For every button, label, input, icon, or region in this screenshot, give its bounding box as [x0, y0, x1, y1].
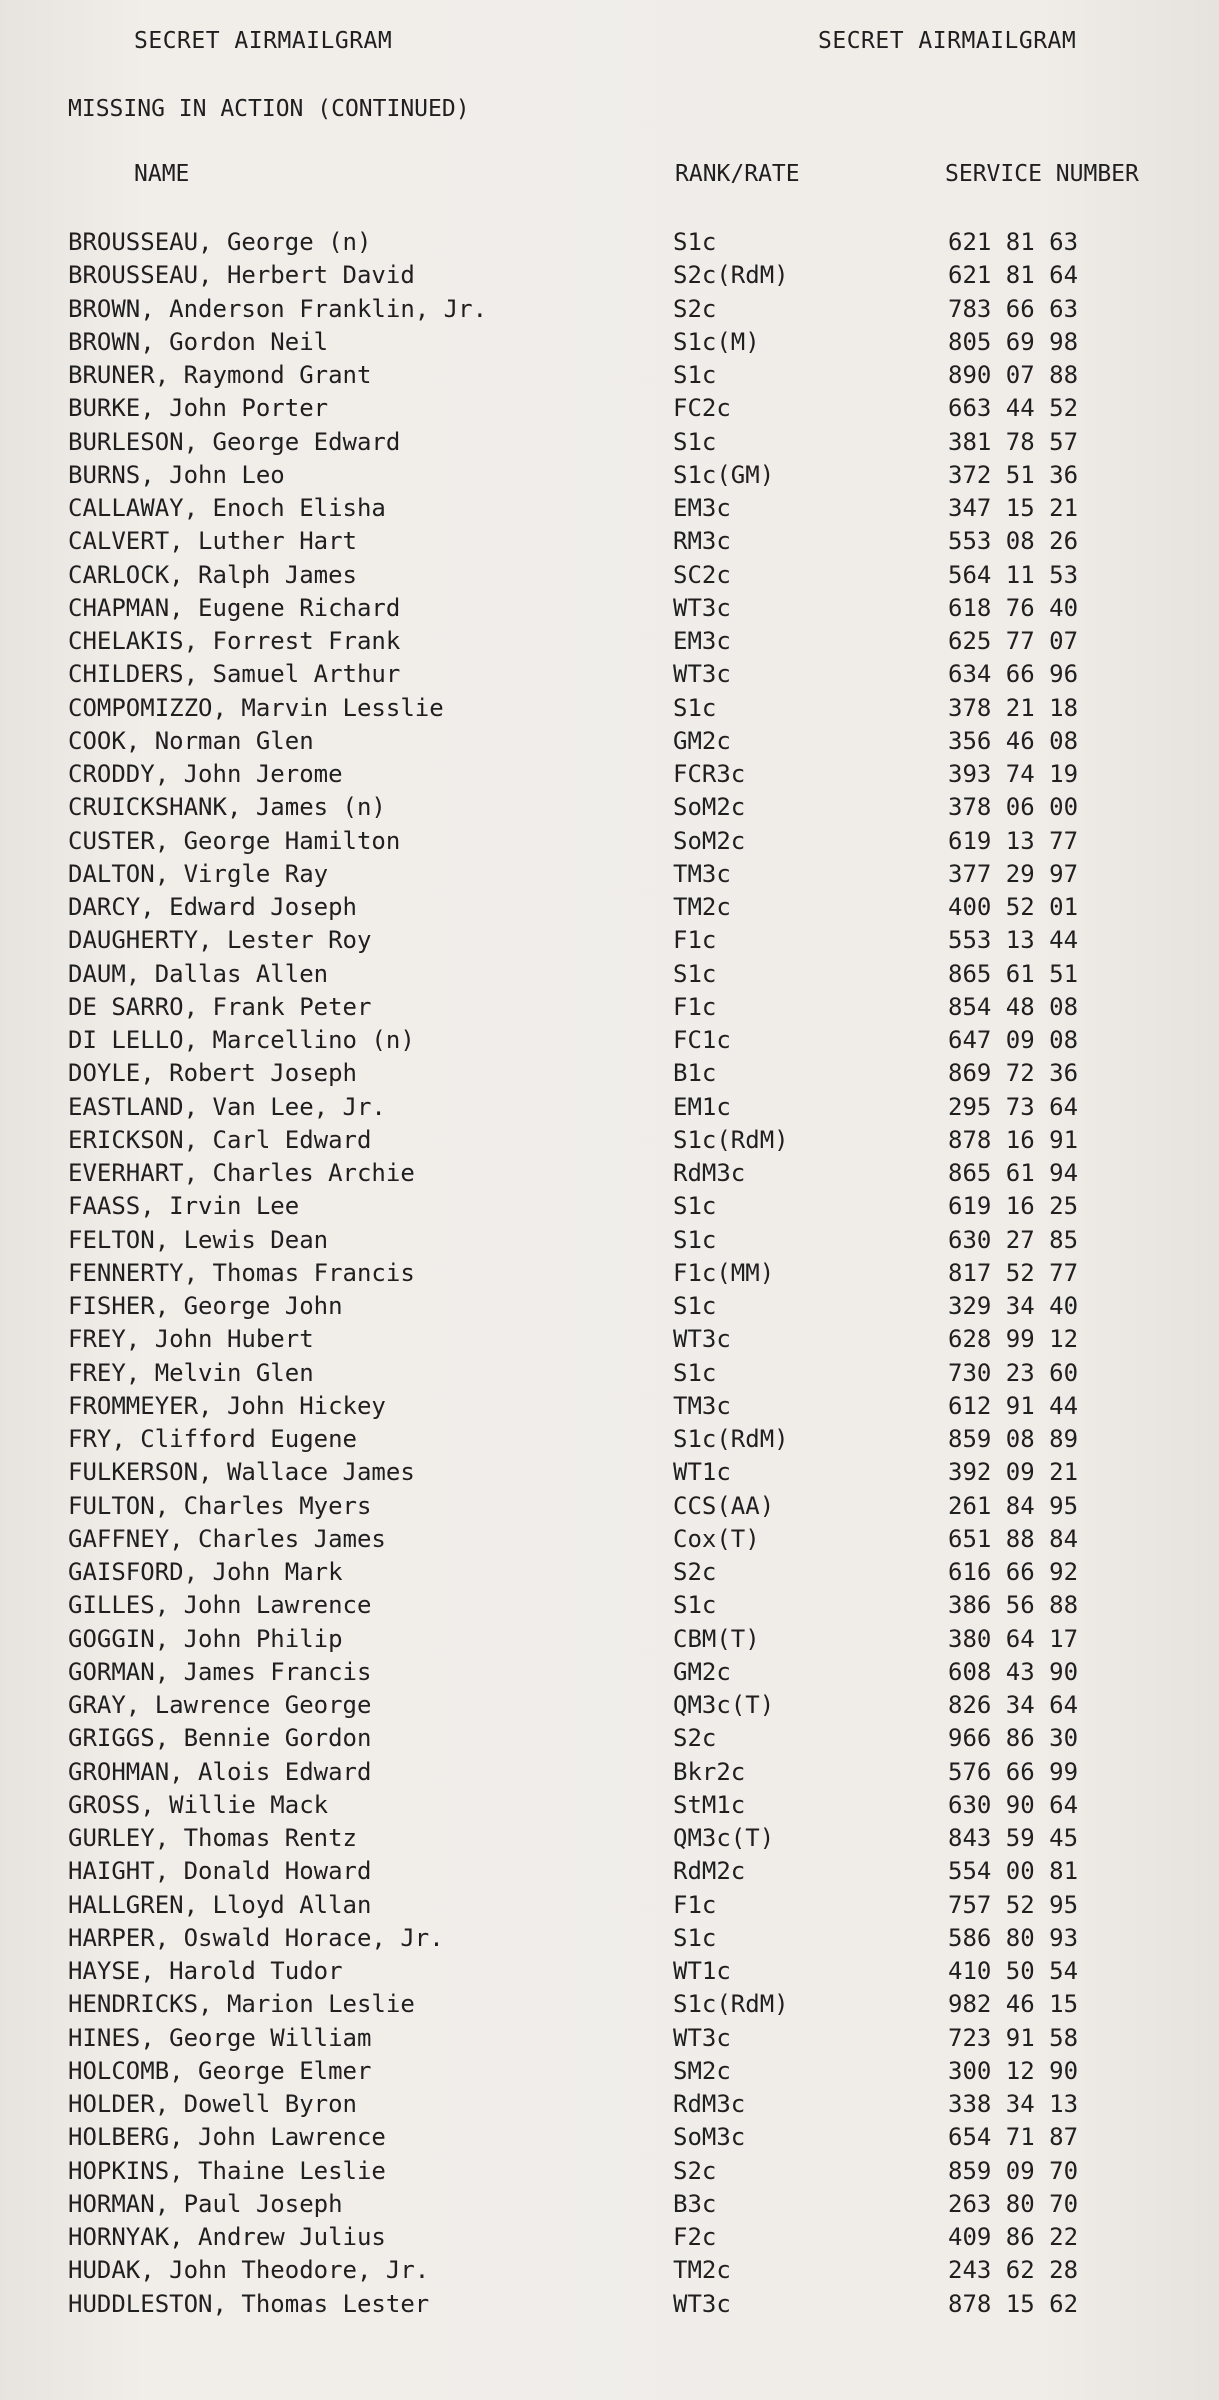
- table-row: [68, 561, 1188, 594]
- table-row: [68, 1159, 1188, 1192]
- person-name: GROHMAN, Alois Edward: [68, 1757, 372, 1786]
- rank-rate: S1c: [673, 1358, 717, 1387]
- service-number: 859 08 89: [948, 1425, 1079, 1453]
- person-name: BURKE, John Porter: [68, 394, 329, 423]
- table-row: [68, 1425, 1188, 1458]
- table-row: [68, 2123, 1188, 2156]
- person-name: GROSS, Willie Mack: [68, 1790, 329, 1819]
- table-row: [68, 727, 1188, 760]
- rank-rate: F1c: [673, 1890, 717, 1919]
- person-name: FROMMEYER, John Hickey: [68, 1391, 386, 1420]
- person-name: HOLDER, Dowell Byron: [68, 2090, 357, 2118]
- table-row: [68, 1924, 1188, 1957]
- rank-rate: QM3c(T): [673, 1824, 775, 1852]
- table-row: [68, 827, 1188, 860]
- rank-rate: S1c(M): [673, 327, 760, 356]
- service-number: 263 80 70: [948, 2189, 1079, 2218]
- rank-rate: SoM3c: [673, 2123, 746, 2152]
- service-number: 378 06 00: [948, 793, 1079, 822]
- classification-header-left: SECRET AIRMAILGRAM: [134, 28, 393, 54]
- table-row: [68, 2223, 1188, 2256]
- table-row: [68, 394, 1188, 427]
- rank-rate: S2c: [673, 294, 717, 323]
- table-row: [68, 1325, 1188, 1358]
- person-name: HENDRICKS, Marion Leslie: [68, 1990, 415, 2019]
- rank-rate: TM3c: [673, 1391, 731, 1420]
- person-name: DAUGHERTY, Lester Roy: [68, 926, 372, 955]
- table-row: [68, 1625, 1188, 1658]
- service-number: 723 91 58: [948, 2023, 1079, 2052]
- table-row: [68, 594, 1188, 627]
- person-name: BRUNER, Raymond Grant: [68, 361, 372, 389]
- service-number: 381 78 57: [948, 427, 1079, 456]
- service-number: 356 46 08: [948, 726, 1079, 755]
- rank-rate: FC1c: [673, 1026, 731, 1054]
- table-row: [68, 2057, 1188, 2090]
- rank-rate: FCR3c: [673, 760, 746, 788]
- rank-rate: QM3c(T): [673, 1691, 775, 1719]
- rank-rate: WT3c: [673, 660, 731, 689]
- person-name: DE SARRO, Frank Peter: [68, 992, 372, 1021]
- person-name: HINES, George William: [68, 2023, 372, 2052]
- person-name: CARLOCK, Ralph James: [68, 560, 357, 589]
- column-header-rank: RANK/RATE: [675, 161, 800, 187]
- rank-rate: S1c(RdM): [673, 1990, 789, 2019]
- rank-rate: WT3c: [673, 593, 731, 622]
- person-name: EVERHART, Charles Archie: [68, 1159, 415, 1187]
- service-number: 630 27 85: [948, 1225, 1079, 1254]
- service-number: 621 81 63: [948, 228, 1079, 256]
- service-number: 300 12 90: [948, 2056, 1079, 2085]
- service-number: 400 52 01: [948, 893, 1079, 921]
- rank-rate: FC2c: [673, 394, 731, 423]
- rank-rate: S1c(RdM): [673, 1125, 789, 1154]
- service-number: 377 29 97: [948, 859, 1079, 888]
- service-number: 843 59 45: [948, 1824, 1079, 1852]
- service-number: 625 77 07: [948, 627, 1079, 655]
- table-row: [68, 461, 1188, 494]
- service-number: 392 09 21: [948, 1458, 1079, 1487]
- service-number: 982 46 15: [948, 1990, 1079, 2019]
- service-number: 628 99 12: [948, 1325, 1079, 1354]
- rank-rate: S1c: [673, 959, 717, 988]
- rank-rate: CCS(AA): [673, 1491, 775, 1520]
- rank-rate: WT1c: [673, 1957, 731, 1985]
- service-number: 619 16 25: [948, 1192, 1079, 1221]
- table-row: [68, 328, 1188, 361]
- table-row: [68, 361, 1188, 394]
- person-name: DARCY, Edward Joseph: [68, 893, 357, 921]
- service-number: 378 21 18: [948, 693, 1079, 722]
- service-number: 261 84 95: [948, 1491, 1079, 1520]
- table-row: [68, 1226, 1188, 1259]
- rank-rate: WT3c: [673, 1325, 731, 1354]
- table-row: [68, 1192, 1188, 1225]
- rank-rate: S1c: [673, 1923, 717, 1952]
- person-name: DALTON, Virgle Ray: [68, 859, 329, 888]
- person-name: BROWN, Gordon Neil: [68, 327, 329, 356]
- service-number: 854 48 08: [948, 992, 1079, 1021]
- person-name: HUDAK, John Theodore, Jr.: [68, 2256, 430, 2285]
- person-name: FAASS, Irvin Lee: [68, 1192, 300, 1221]
- service-number: 372 51 36: [948, 460, 1079, 489]
- person-name: CRUICKSHANK, James (n): [68, 793, 386, 822]
- rank-rate: TM3c: [673, 859, 731, 888]
- service-number: 295 73 64: [948, 1092, 1079, 1121]
- classification-header-right: SECRET AIRMAILGRAM: [818, 28, 1077, 54]
- rank-rate: S1c: [673, 693, 717, 722]
- person-name: BROWN, Anderson Franklin, Jr.: [68, 294, 488, 323]
- person-name: CUSTER, George Hamilton: [68, 826, 401, 855]
- service-number: 553 08 26: [948, 527, 1079, 556]
- service-number: 564 11 53: [948, 560, 1079, 589]
- rank-rate: RdM2c: [673, 1857, 746, 1886]
- table-row: [68, 1093, 1188, 1126]
- rank-rate: WT1c: [673, 1458, 731, 1487]
- person-name: CHAPMAN, Eugene Richard: [68, 593, 401, 622]
- table-row: [68, 1458, 1188, 1491]
- service-number: 783 66 63: [948, 294, 1079, 323]
- table-row: [68, 1558, 1188, 1591]
- service-number: 329 34 40: [948, 1292, 1079, 1320]
- rank-rate: S1c: [673, 228, 717, 256]
- table-row: [68, 993, 1188, 1026]
- service-number: 619 13 77: [948, 826, 1079, 855]
- person-name: FREY, Melvin Glen: [68, 1358, 314, 1387]
- person-name: GOGGIN, John Philip: [68, 1624, 343, 1653]
- person-name: BURLESON, George Edward: [68, 427, 401, 456]
- table-row: [68, 1591, 1188, 1624]
- person-name: HORMAN, Paul Joseph: [68, 2189, 343, 2218]
- service-number: 865 61 94: [948, 1159, 1079, 1187]
- table-row: [68, 1359, 1188, 1392]
- rank-rate: Bkr2c: [673, 1757, 746, 1786]
- rank-rate: S2c: [673, 1724, 717, 1753]
- person-name: BURNS, John Leo: [68, 460, 285, 489]
- table-row: [68, 2090, 1188, 2123]
- service-number: 817 52 77: [948, 1258, 1079, 1287]
- rank-rate: S1c(RdM): [673, 1425, 789, 1453]
- service-number: 890 07 88: [948, 361, 1079, 389]
- table-row: [68, 1857, 1188, 1890]
- rank-rate: S1c: [673, 1292, 717, 1320]
- rank-rate: EM3c: [673, 627, 731, 655]
- person-name: GRAY, Lawrence George: [68, 1691, 372, 1719]
- table-row: [68, 1758, 1188, 1791]
- rank-rate: S2c(RdM): [673, 261, 789, 290]
- person-name: DOYLE, Robert Joseph: [68, 1059, 357, 1088]
- service-number: 651 88 84: [948, 1524, 1079, 1553]
- table-row: [68, 2256, 1188, 2289]
- service-number: 616 66 92: [948, 1558, 1079, 1586]
- table-row: [68, 1957, 1188, 1990]
- rank-rate: WT3c: [673, 2023, 731, 2052]
- rank-rate: S1c(GM): [673, 460, 775, 489]
- table-row: [68, 261, 1188, 294]
- service-number: 618 76 40: [948, 593, 1079, 622]
- rank-rate: StM1c: [673, 1790, 746, 1819]
- person-name: BROUSSEAU, Herbert David: [68, 261, 415, 290]
- service-number: 608 43 90: [948, 1657, 1079, 1686]
- rank-rate: RdM3c: [673, 2090, 746, 2118]
- table-row: [68, 793, 1188, 826]
- person-name: FELTON, Lewis Dean: [68, 1225, 329, 1254]
- person-name: HOPKINS, Thaine Leslie: [68, 2156, 386, 2185]
- service-number: 630 90 64: [948, 1790, 1079, 1819]
- table-row: [68, 1059, 1188, 1092]
- service-number: 663 44 52: [948, 394, 1079, 423]
- service-number: 347 15 21: [948, 494, 1079, 522]
- table-row: [68, 228, 1188, 261]
- rank-rate: GM2c: [673, 726, 731, 755]
- person-name: ERICKSON, Carl Edward: [68, 1125, 372, 1154]
- rank-rate: SoM2c: [673, 793, 746, 822]
- page-subtitle: MISSING IN ACTION (CONTINUED): [68, 96, 470, 122]
- person-name: GAISFORD, John Mark: [68, 1558, 343, 1586]
- service-number: 338 34 13: [948, 2090, 1079, 2118]
- table-row: [68, 760, 1188, 793]
- service-number: 576 66 99: [948, 1757, 1079, 1786]
- service-number: 634 66 96: [948, 660, 1079, 689]
- table-row: [68, 527, 1188, 560]
- rank-rate: RM3c: [673, 527, 731, 556]
- person-name: GRIGGS, Bennie Gordon: [68, 1724, 372, 1753]
- person-name: FREY, John Hubert: [68, 1325, 314, 1354]
- person-name: EASTLAND, Van Lee, Jr.: [68, 1092, 386, 1121]
- service-number: 553 13 44: [948, 926, 1079, 955]
- table-row: [68, 960, 1188, 993]
- rank-rate: SC2c: [673, 560, 731, 589]
- service-number: 869 72 36: [948, 1059, 1079, 1088]
- service-number: 386 56 88: [948, 1591, 1079, 1620]
- rank-rate: TM2c: [673, 2256, 731, 2285]
- rank-rate: RdM3c: [673, 1159, 746, 1187]
- person-name: DAUM, Dallas Allen: [68, 959, 329, 988]
- person-name: HOLCOMB, George Elmer: [68, 2056, 372, 2085]
- person-name: HAIGHT, Donald Howard: [68, 1857, 372, 1886]
- rank-rate: EM1c: [673, 1092, 731, 1121]
- rank-rate: B1c: [673, 1059, 717, 1088]
- table-row: [68, 627, 1188, 660]
- rank-rate: GM2c: [673, 1657, 731, 1686]
- person-name: HAYSE, Harold Tudor: [68, 1957, 343, 1985]
- person-name: GAFFNEY, Charles James: [68, 1524, 386, 1553]
- service-number: 805 69 98: [948, 327, 1079, 356]
- person-name: FENNERTY, Thomas Francis: [68, 1258, 415, 1287]
- column-header-service-number: SERVICE NUMBER: [945, 161, 1139, 187]
- person-name: COMPOMIZZO, Marvin Lesslie: [68, 693, 444, 722]
- person-name: BROUSSEAU, George (n): [68, 228, 372, 256]
- rank-rate: CBM(T): [673, 1624, 760, 1653]
- table-row: [68, 1492, 1188, 1525]
- rank-rate: S2c: [673, 2156, 717, 2185]
- table-row: [68, 893, 1188, 926]
- table-row: [68, 295, 1188, 328]
- table-row: [68, 926, 1188, 959]
- person-name: CHILDERS, Samuel Arthur: [68, 660, 401, 689]
- person-name: HALLGREN, Lloyd Allan: [68, 1890, 372, 1919]
- table-row: [68, 2157, 1188, 2190]
- personnel-list: [68, 228, 1188, 2323]
- service-number: 826 34 64: [948, 1691, 1079, 1719]
- service-number: 409 86 22: [948, 2223, 1079, 2251]
- table-row: [68, 2290, 1188, 2323]
- service-number: 966 86 30: [948, 1724, 1079, 1753]
- rank-rate: S1c: [673, 1225, 717, 1254]
- person-name: CALLAWAY, Enoch Elisha: [68, 494, 386, 522]
- table-row: [68, 1126, 1188, 1159]
- rank-rate: Cox(T): [673, 1524, 760, 1553]
- table-row: [68, 1691, 1188, 1724]
- person-name: GORMAN, James Francis: [68, 1657, 372, 1686]
- table-row: [68, 1791, 1188, 1824]
- service-number: 621 81 64: [948, 261, 1079, 290]
- person-name: FRY, Clifford Eugene: [68, 1425, 357, 1453]
- service-number: 243 62 28: [948, 2256, 1079, 2285]
- table-row: [68, 2190, 1188, 2223]
- table-row: [68, 2024, 1188, 2057]
- rank-rate: SoM2c: [673, 826, 746, 855]
- rank-rate: EM3c: [673, 494, 731, 522]
- rank-rate: S1c: [673, 1192, 717, 1221]
- rank-rate: S2c: [673, 1558, 717, 1586]
- table-row: [68, 694, 1188, 727]
- person-name: CHELAKIS, Forrest Frank: [68, 627, 401, 655]
- rank-rate: SM2c: [673, 2056, 731, 2085]
- person-name: HUDDLESTON, Thomas Lester: [68, 2289, 430, 2318]
- table-row: [68, 1990, 1188, 2023]
- table-row: [68, 1026, 1188, 1059]
- person-name: FISHER, George John: [68, 1292, 343, 1320]
- person-name: CRODDY, John Jerome: [68, 760, 343, 788]
- column-header-name: NAME: [134, 161, 190, 187]
- rank-rate: S1c: [673, 1591, 717, 1620]
- service-number: 410 50 54: [948, 1957, 1079, 1985]
- table-row: [68, 1891, 1188, 1924]
- person-name: GILLES, John Lawrence: [68, 1591, 372, 1620]
- service-number: 859 09 70: [948, 2156, 1079, 2185]
- person-name: FULKERSON, Wallace James: [68, 1458, 415, 1487]
- table-row: [68, 428, 1188, 461]
- table-row: [68, 1392, 1188, 1425]
- table-row: [68, 1824, 1188, 1857]
- service-number: 865 61 51: [948, 959, 1079, 988]
- person-name: CALVERT, Luther Hart: [68, 527, 357, 556]
- rank-rate: TM2c: [673, 893, 731, 921]
- person-name: DI LELLO, Marcellino (n): [68, 1026, 415, 1054]
- table-row: [68, 1658, 1188, 1691]
- rank-rate: S1c: [673, 427, 717, 456]
- service-number: 393 74 19: [948, 760, 1079, 788]
- rank-rate: F1c(MM): [673, 1258, 775, 1287]
- rank-rate: B3c: [673, 2189, 717, 2218]
- table-row: [68, 1292, 1188, 1325]
- rank-rate: F1c: [673, 926, 717, 955]
- service-number: 878 16 91: [948, 1125, 1079, 1154]
- person-name: FULTON, Charles Myers: [68, 1491, 372, 1520]
- table-row: [68, 660, 1188, 693]
- service-number: 554 00 81: [948, 1857, 1079, 1886]
- table-row: [68, 494, 1188, 527]
- table-row: [68, 1525, 1188, 1558]
- rank-rate: F1c: [673, 992, 717, 1021]
- service-number: 380 64 17: [948, 1624, 1079, 1653]
- person-name: HOLBERG, John Lawrence: [68, 2123, 386, 2152]
- person-name: HARPER, Oswald Horace, Jr.: [68, 1923, 444, 1952]
- rank-rate: F2c: [673, 2223, 717, 2251]
- table-row: [68, 1724, 1188, 1757]
- service-number: 757 52 95: [948, 1890, 1079, 1919]
- service-number: 586 80 93: [948, 1923, 1079, 1952]
- table-row: [68, 860, 1188, 893]
- table-row: [68, 1259, 1188, 1292]
- rank-rate: S1c: [673, 361, 717, 389]
- service-number: 647 09 08: [948, 1026, 1079, 1054]
- person-name: GURLEY, Thomas Rentz: [68, 1824, 357, 1852]
- service-number: 654 71 87: [948, 2123, 1079, 2152]
- service-number: 612 91 44: [948, 1391, 1079, 1420]
- rank-rate: WT3c: [673, 2289, 731, 2318]
- person-name: COOK, Norman Glen: [68, 726, 314, 755]
- service-number: 730 23 60: [948, 1358, 1079, 1387]
- person-name: HORNYAK, Andrew Julius: [68, 2223, 386, 2251]
- service-number: 878 15 62: [948, 2289, 1079, 2318]
